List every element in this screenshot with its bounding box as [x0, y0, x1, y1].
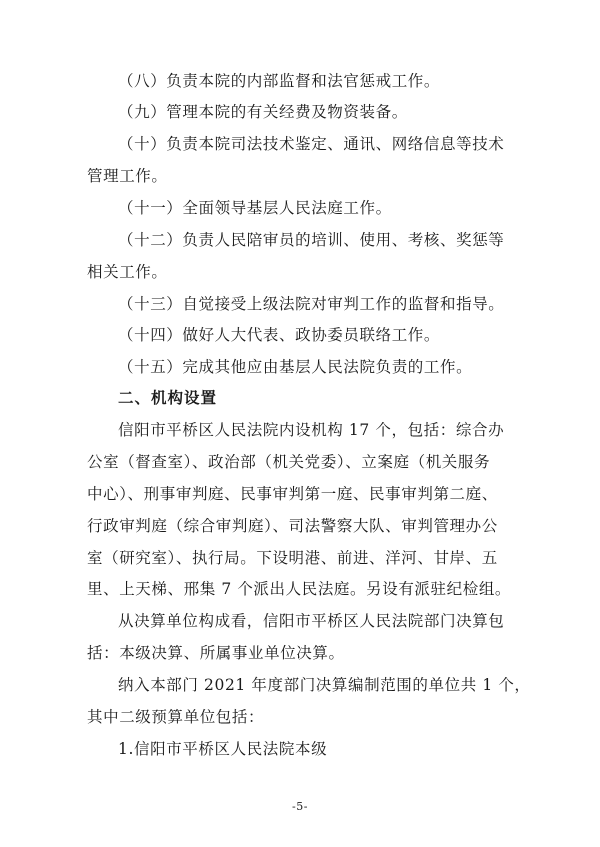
org-paragraph-line-6: 里、上天梯、邢集 7 个派出人民法庭。另设有派驻纪检组。	[87, 580, 512, 598]
duty-item-9: （九）管理本院的有关经费及物资装备。	[118, 103, 408, 121]
duty-item-15: （十五）完成其他应由基层人民法院负责的工作。	[118, 358, 473, 376]
org-paragraph-line-2: 公室（督查室）、政治部（机关党委）、立案庭（机关服务	[87, 453, 491, 471]
duty-item-13: （十三）自觉接受上级法院对审判工作的监督和指导。	[118, 295, 505, 313]
org-paragraph-line-4: 行政审判庭（综合审判庭）、司法警察大队、审判管理办公	[87, 517, 498, 535]
duty-item-10-line-2: 管理工作。	[87, 167, 168, 185]
duty-item-8: （八）负责本院的内部监督和法官惩戒工作。	[118, 72, 441, 90]
org-paragraph-line-5: 室（研究室）、执行局。下设明港、前进、洋河、甘岸、五	[87, 549, 498, 567]
composition-paragraph-line-1: 从决算单位构成看，信阳市平桥区人民法院部门决算包	[118, 612, 505, 630]
scope-paragraph-line-1: 纳入本部门 2021 年度部门决算编制范围的单位共 1 个，	[118, 676, 531, 694]
composition-paragraph-line-2: 括：本级决算、所属事业单位决算。	[87, 644, 345, 662]
duty-item-14: （十四）做好人大代表、政协委员联络工作。	[118, 326, 441, 344]
duty-item-10-line-1: （十）负责本院司法技术鉴定、通讯、网络信息等技术	[118, 135, 505, 153]
page-number: -5-	[292, 800, 308, 813]
unit-list-item-1: 1.信阳市平桥区人民法院本级	[118, 740, 328, 758]
scope-paragraph-line-2: 其中二级预算单位包括：	[87, 708, 265, 726]
section-heading: 二、机构设置	[118, 389, 218, 407]
duty-item-11: （十一）全面领导基层人民法庭工作。	[118, 199, 392, 217]
duty-item-12-line-2: 相关工作。	[87, 263, 168, 281]
duty-item-12-line-1: （十二）负责人民陪审员的培训、使用、考核、奖惩等	[118, 231, 505, 249]
org-paragraph-line-1: 信阳市平桥区人民法院内设机构 17 个，包括：综合办	[118, 421, 505, 439]
org-paragraph-line-3: 中心）、刑事审判庭、民事审判第一庭、民事审判第二庭、	[87, 485, 498, 503]
